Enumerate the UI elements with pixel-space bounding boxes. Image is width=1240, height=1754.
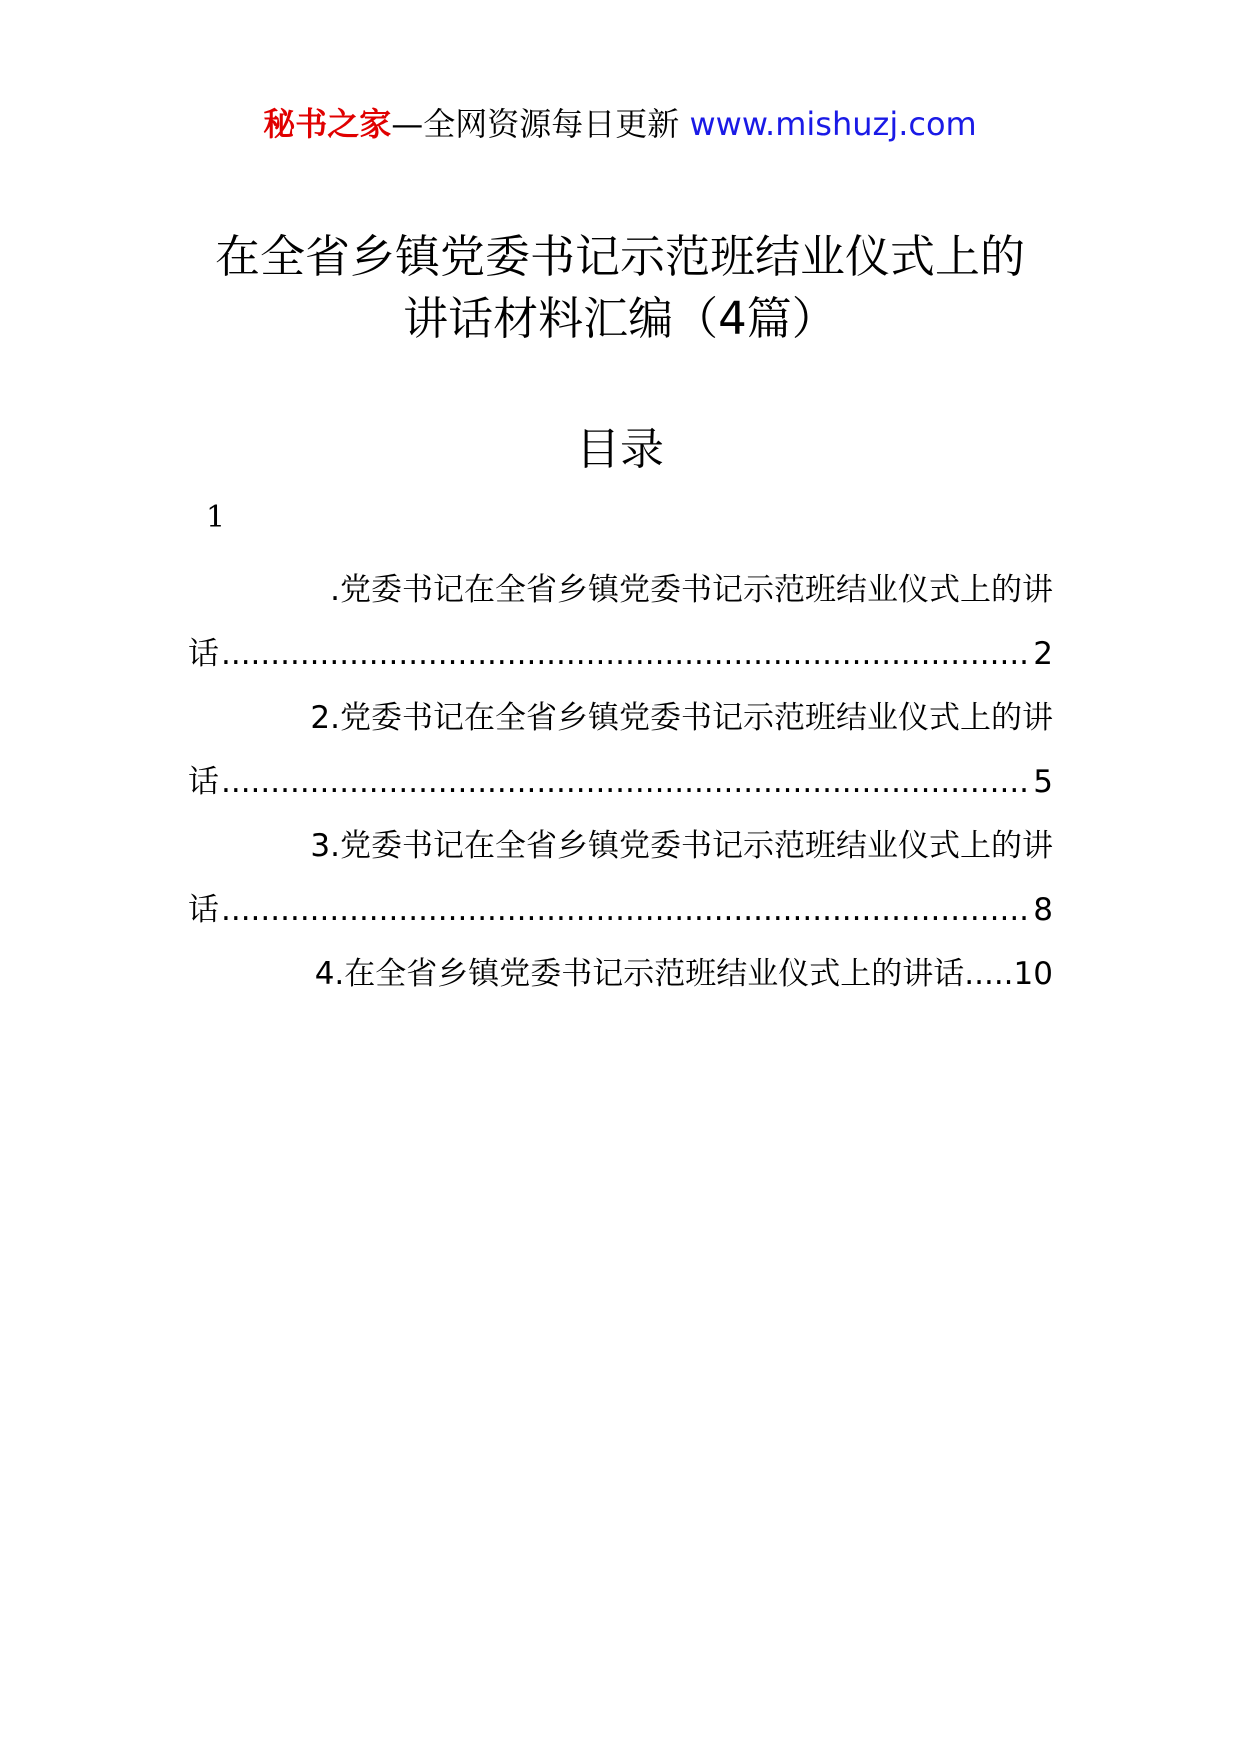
toc-entry-text: 话 (188, 892, 219, 928)
site-header (0, 100, 1240, 148)
table-of-contents (188, 558, 1053, 1006)
header-tagline: —全网资源每日更新 (391, 105, 680, 143)
dot-leader: ..... (964, 956, 1014, 992)
toc-entry-2-line-2[interactable] (188, 750, 1053, 814)
toc-entry-2-line-1[interactable]: 2.党委书记在全省乡镇党委书记示范班结业仪式上的讲 (310, 700, 1053, 736)
toc-entry-4[interactable] (188, 942, 1053, 1006)
document-title-line-1: 在全省乡镇党委书记示范班结业仪式上的 (214, 230, 1025, 283)
toc-entry-page: 5 (1033, 764, 1053, 800)
site-url-link[interactable]: www.mishuzj.com (689, 105, 977, 143)
toc-entry-page: 8 (1033, 892, 1053, 928)
brand-name: 秘书之家 (263, 105, 392, 143)
document-title-line-2: 讲话材料汇编（4篇） (403, 292, 837, 345)
page-number: 1 (206, 500, 226, 535)
toc-entry-text: 话 (188, 636, 219, 672)
document-title (0, 226, 1240, 350)
toc-entry-page: 10 (1013, 956, 1053, 992)
toc-entry-text: 话 (188, 764, 219, 800)
toc-entry-text: 4.在全省乡镇党委书记示范班结业仪式上的讲话 (314, 956, 965, 992)
toc-heading: 目录 (576, 424, 664, 475)
dot-leader (221, 878, 1031, 942)
toc-entry-3-line-1[interactable]: 3.党委书记在全省乡镇党委书记示范班结业仪式上的讲 (310, 828, 1053, 864)
dot-leader (221, 750, 1031, 814)
toc-entry-page: 2 (1033, 636, 1053, 672)
toc-entry-1-line-2[interactable] (188, 622, 1053, 686)
toc-entry-3-line-2[interactable] (188, 878, 1053, 942)
toc-entry-1-line-1[interactable]: .党委书记在全省乡镇党委书记示范班结业仪式上的讲 (330, 572, 1053, 608)
dot-leader (221, 622, 1031, 686)
